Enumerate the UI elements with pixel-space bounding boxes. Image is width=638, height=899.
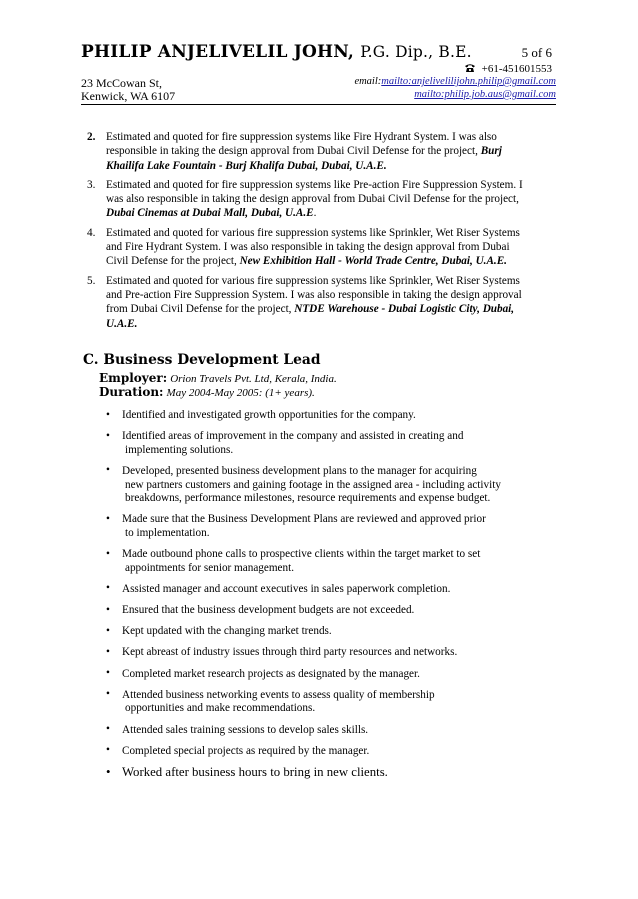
item-text: Estimated and quoted for fire suppression systems like Pre-action Fire Suppression System. I was also responsible in taking the design approval from Dubai Civil Defense for the project, (106, 178, 523, 206)
item-text: Attended sales training sessions to develop sales skills. (122, 723, 369, 736)
item-text: Kept updated with the changing market trends. (122, 625, 332, 638)
list-item (104, 625, 524, 639)
item-number: 5. (87, 274, 96, 287)
list-item (104, 513, 524, 540)
employer-value: Orion Travels Pvt. Ltd, Kerala, India. (170, 373, 337, 385)
bullet-icon: • (106, 667, 110, 680)
email-line-1 (354, 76, 556, 87)
name-text: PHILIP ANJELIVELIL JOHN, (81, 42, 355, 62)
list-item (104, 646, 524, 660)
project-name: NTDE Warehouse - Dubai Logistic City, Dubai, U.A.E. (106, 303, 515, 330)
list-item (104, 689, 524, 716)
item-text: Estimated and quoted for fire suppression systems like Fire Hydrant System. I was also responsible in taking the design approval from Dubai Civil Defense for the project, (106, 131, 497, 158)
item-continuation: new partners customers and gaining footage in the assigned area - including activity breakdowns, performance milestones, resource requirements and expense budget. (125, 478, 501, 505)
list-item (104, 465, 524, 506)
list-item (104, 548, 524, 575)
list-item (87, 130, 527, 173)
item-continuation: appointments for senior management. (125, 561, 295, 574)
item-text: Identified areas of improvement in the company and assisted in creating and (122, 430, 464, 443)
employer-line (99, 371, 337, 386)
item-continuation: opportunities and make recommendations. (125, 702, 316, 715)
item-text: Completed market research projects as designated by the manager. (122, 667, 420, 680)
item-text: Kept abreast of industry issues through third party resources and networks. (122, 646, 458, 659)
list-item (104, 583, 524, 597)
list-item (104, 668, 524, 682)
duration-label: Duration: (99, 385, 164, 399)
responsibility-list (104, 409, 524, 787)
phone-line (464, 63, 552, 75)
bullet-icon: • (106, 429, 110, 442)
email-prefix: email: (354, 76, 382, 87)
list-item (87, 274, 527, 331)
project-name: Burj Khailifa Lake Fountain - Burj Khalifa Dubai, Dubai, U.A.E. (106, 145, 502, 172)
bullet-icon: • (106, 744, 110, 757)
list-item (104, 766, 524, 780)
item-text: Attended business networking events to assess quality of membership (122, 688, 435, 701)
project-suffix: . (313, 207, 317, 220)
duration-line (99, 385, 315, 400)
credentials-text: P.G. Dip., B.E. (360, 43, 472, 61)
bullet-icon: • (106, 464, 110, 477)
item-text: Assisted manager and account executives in sales paperwork completion. (122, 582, 451, 595)
item-text: Identified and investigated growth opportunities for the company. (122, 409, 416, 421)
item-text: Worked after business hours to bring in new clients. (122, 765, 388, 779)
list-item (87, 226, 527, 269)
bullet-icon: • (106, 723, 110, 736)
section-title: C. Business Development Lead (83, 352, 321, 368)
bullet-icon: • (106, 603, 110, 616)
project-name: Dubai Cinemas at Dubai Mall, Dubai, U.A.E (106, 207, 314, 220)
page-indicator: 5 of 6 (521, 45, 552, 60)
item-text: Ensured that the business development budgets are not exceeded. (122, 604, 415, 617)
item-number: 2. (87, 131, 96, 143)
project-name: New Exhibition Hall - World Trade Centre, Dubai, U.A.E. (239, 255, 507, 268)
item-text: Made sure that the Business Development Plans are reviewed and approved prior (122, 513, 486, 526)
phone-icon (464, 63, 476, 73)
item-text: Developed, presented business development plans to the manager for acquiring (122, 464, 477, 477)
project-list (87, 130, 527, 336)
list-item (104, 430, 524, 457)
phone-number: +61-451601553 (481, 63, 552, 75)
address-line-1: 23 McCowan St, (81, 76, 162, 90)
duration-value: May 2004-May 2005: (1+ years). (166, 387, 315, 399)
header-divider (81, 104, 556, 105)
item-continuation: implementing solutions. (125, 443, 234, 456)
list-item (104, 745, 524, 759)
list-item (104, 409, 524, 423)
list-item (104, 724, 524, 738)
employer-label: Employer: (99, 371, 168, 385)
address-line-2: Kenwick, WA 6107 (81, 89, 176, 103)
bullet-icon: • (106, 688, 110, 701)
email-link-1[interactable]: mailto:anjelivelilijohn.philip@gmail.com (381, 76, 556, 87)
bullet-icon: • (106, 408, 110, 421)
list-item (104, 604, 524, 618)
bullet-icon: • (106, 547, 110, 560)
bullet-icon: • (106, 624, 110, 637)
item-number: 3. (87, 178, 96, 191)
bullet-icon: • (106, 645, 110, 658)
item-text: Made outbound phone calls to prospective clients within the target market to set (122, 548, 481, 561)
item-text: Completed special projects as required by the manager. (122, 744, 370, 757)
list-item (87, 178, 527, 221)
bullet-icon: • (106, 764, 111, 779)
candidate-name (81, 42, 472, 62)
item-text: Estimated and quoted for various fire suppression systems like Sprinkler, Wet Riser Systems and Pre-action Fire Suppression System. I was also responsible in taking the design approval from Dubai Civil Defense for the project, (106, 274, 522, 316)
bullet-icon: • (106, 512, 110, 525)
email-link-2[interactable]: mailto:philip.job.aus@gmail.com (414, 89, 556, 100)
item-continuation: to implementation. (125, 526, 210, 539)
bullet-icon: • (106, 582, 110, 595)
email-line-2 (414, 89, 556, 100)
item-number: 4. (87, 226, 96, 239)
item-text: Estimated and quoted for various fire suppression systems like Sprinkler, Wet Riser Systems and Fire Hydrant System. I was also responsible in taking the design approval from Dubai Civil Defense for the project, (106, 226, 520, 268)
